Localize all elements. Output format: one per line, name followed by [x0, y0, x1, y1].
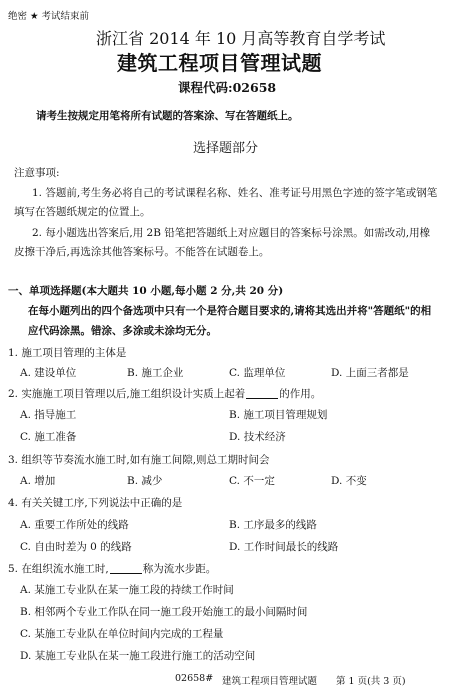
instruction: 请考生按规定用笔将所有试题的答案涂、写在答题纸上。 [36, 110, 299, 122]
part1-heading: 一、单项选择题(本大题共 10 小题,每小题 2 分,共 20 分) [8, 285, 284, 297]
question-3-stem: 3. 组织等节奏流水施工时,如有施工间隙,则总工期时间会 [8, 454, 270, 466]
question-3-option-c: C. 不一定 [229, 475, 275, 487]
footer-title: 建筑工程项目管理试题 [222, 676, 318, 687]
question-4-option-c: C. 自由时差为 0 的线路 [20, 541, 132, 553]
question-2-option-a: A. 指导施工 [20, 409, 77, 421]
question-2-option-c: C. 施工准备 [20, 431, 77, 443]
question-2-stem-after: 的作用。 [279, 388, 322, 400]
question-4-option-d: D. 工作时间最长的线路 [229, 541, 339, 553]
part1-desc-line-2: 应代码涂黑。错涂、多涂或未涂均无分。 [28, 325, 217, 337]
footer-page: 第 1 页(共 3 页) [336, 676, 406, 687]
question-2-option-b: B. 施工项目管理规划 [229, 409, 328, 421]
question-3-option-d: D. 不变 [331, 475, 367, 487]
part1-desc-line-1: 在每小题列出的四个备选项中只有一个是符合题目要求的,请将其选出并将"答题纸"的相 [28, 305, 432, 317]
note-item-2-line-1: 2. 每小题选出答案后,用 2B 铅笔把答题纸上对应题目的答案标号涂黑。如需改动,用橡 [32, 227, 431, 239]
question-2-stem [8, 386, 321, 401]
secret-mark: 绝密 ★ 考试结束前 [8, 11, 90, 22]
question-5-option-b: B. 相邻两个专业工作队在同一施工段开始施工的最小间隔时间 [20, 606, 308, 618]
footer-code: 02658# [175, 673, 214, 684]
question-2-stem-before: 2. 实施施工项目管理以后,施工组织设计实质上起着 [8, 388, 246, 400]
question-5-option-c: C. 某施工专业队在单位时间内完成的工程量 [20, 628, 224, 640]
answer-blank [246, 398, 278, 399]
notes-title: 注意事项: [14, 167, 60, 179]
question-1-option-b: B. 施工企业 [127, 367, 184, 379]
question-5-stem-after: 称为流水步距。 [142, 563, 217, 575]
question-5-option-a: A. 某施工专业队在某一施工段的持续工作时间 [20, 584, 234, 596]
question-1-option-d: D. 上面三者都是 [331, 367, 409, 379]
section-title: 选择题部分 [193, 141, 259, 156]
note-item-1-line-2: 填写在答题纸规定的位置上。 [14, 206, 151, 218]
question-5-stem [8, 561, 216, 576]
question-1-option-a: A. 建设单位 [20, 367, 77, 379]
paper-title: 建筑工程项目管理试题 [117, 51, 322, 75]
question-5-stem-before: 5. 在组织流水施工时, [8, 563, 109, 575]
question-3-option-b: B. 减少 [127, 475, 163, 487]
question-4-option-b: B. 工序最多的线路 [229, 519, 317, 531]
note-item-2-line-2: 皮擦干净后,再选涂其他答案标号。不能答在试题卷上。 [14, 246, 270, 258]
question-4-stem: 4. 有关关键工序,下列说法中正确的是 [8, 497, 183, 509]
question-4-option-a: A. 重要工作所处的线路 [20, 519, 129, 531]
exam-line: 浙江省 2014 年 10 月高等教育自学考试 [96, 29, 386, 48]
answer-blank [110, 573, 142, 574]
question-2-option-d: D. 技术经济 [229, 431, 286, 443]
question-5-option-d: D. 某施工专业队在某一施工段进行施工的活动空间 [20, 650, 256, 662]
question-1-option-c: C. 监理单位 [229, 367, 286, 379]
question-1-stem: 1. 施工项目管理的主体是 [8, 347, 127, 359]
course-code: 课程代码:02658 [178, 80, 277, 95]
question-3-option-a: A. 增加 [20, 475, 56, 487]
note-item-1-line-1: 1. 答题前,考生务必将自己的考试课程名称、姓名、准考证号用黑色字迹的签字笔或钢笔 [32, 187, 438, 199]
